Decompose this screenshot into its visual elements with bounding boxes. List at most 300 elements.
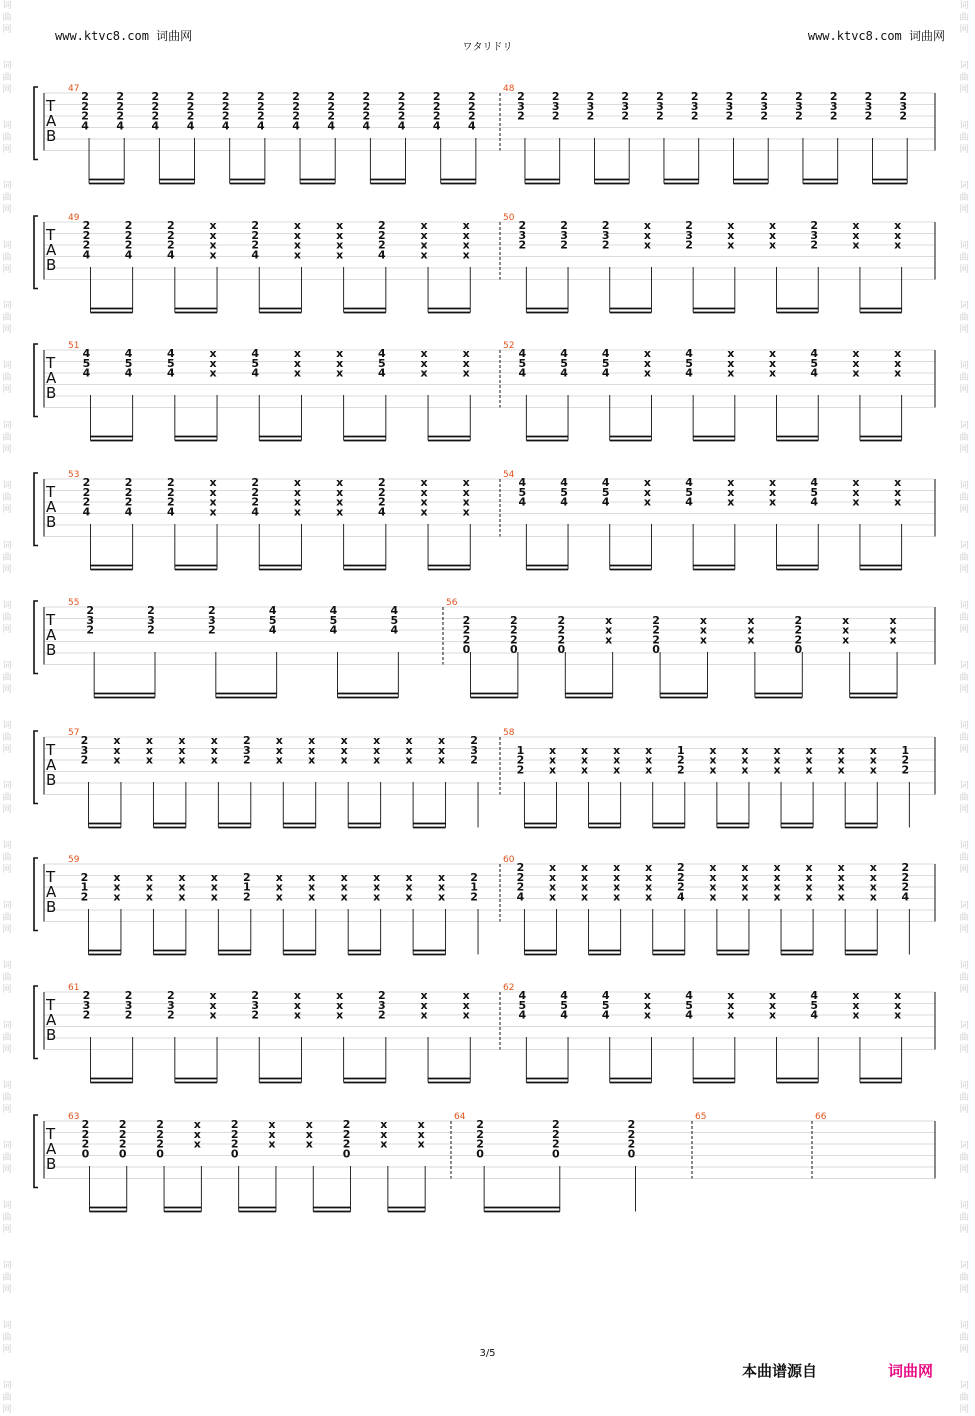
fret-number: 2 [251,228,260,242]
fret-number: 2 [601,238,610,252]
fret-number: x [209,356,217,370]
watermark-text: 词 曲 网 [2,1021,12,1055]
fret-number: 2 [794,613,803,627]
fret-number: 3 [470,743,478,757]
fret-number: 2 [242,870,251,884]
fret-number: x [308,753,316,767]
fret-number: 2 [760,90,769,103]
fret-number: 2 [81,99,89,113]
fret-number: 2 [627,1137,636,1151]
fret-number: x [837,890,845,904]
fret-number: 2 [124,485,133,499]
fret-number: 3 [656,99,664,113]
watermark-text: 词 曲 网 [959,901,969,935]
watermark-text: 词 曲 网 [959,1201,969,1235]
fret-number: x [210,880,218,894]
fret-number: x [773,870,781,884]
tab-clef-letter: B [46,256,57,274]
fret-number: x [373,753,381,767]
watermark-text: 词 曲 网 [2,181,12,215]
tab-clef-letter: B [46,898,57,916]
fret-number: 2 [118,1137,127,1151]
fret-number: 2 [156,1127,164,1141]
fret-number: 4 [560,366,568,380]
fret-number: 2 [560,219,568,232]
fret-number: x [894,219,902,232]
measure-number: 47 [68,84,80,94]
fret-number: 4 [378,366,386,380]
fret-number: 2 [468,90,476,103]
watermark-text: 词 曲 网 [959,601,969,635]
fret-number: 3 [378,998,386,1012]
fret-number: 2 [167,485,175,499]
fret-number: 2 [327,99,336,113]
fret-number: x [889,613,897,627]
fret-number: x [645,763,653,777]
fret-number: 2 [378,476,386,489]
fret-number: x [768,989,777,1002]
watermark-text: 词 曲 网 [2,721,12,755]
fret-number: x [373,880,381,894]
fret-number: x [699,633,708,647]
measure-number: 51 [68,341,80,351]
fret-number: x [869,763,877,777]
fret-number: 3 [518,228,527,242]
fret-number: 2 [124,1008,133,1022]
fret-number: x [193,1118,201,1131]
song-title: ワタリドリ [462,42,513,53]
fret-number: 2 [167,1008,175,1022]
watermark-text: 词 曲 网 [2,1321,12,1355]
measure-number: 48 [503,84,515,94]
fret-number: 2 [829,109,838,123]
fret-number: 2 [627,1127,636,1141]
fret-number: 2 [621,109,630,123]
fret-number: 2 [432,109,441,123]
fret-number: x [373,734,381,747]
watermark-text: 词 曲 网 [2,841,12,875]
fret-number: x [113,880,121,894]
fret-number: x [420,219,428,232]
fret-number: 5 [560,356,568,370]
fret-number: 5 [685,998,693,1012]
fret-number: 2 [118,1127,127,1141]
fret-number: x [340,753,348,767]
fret-number: x [462,485,470,499]
fret-number: 2 [510,623,518,637]
fret-number: x [643,347,651,360]
fret-number: 4 [82,347,91,360]
fret-number: 2 [378,1008,386,1022]
fret-number: 2 [80,753,89,767]
measure-number: 59 [68,855,80,865]
fret-number: 2 [147,604,155,617]
fret-number: x [420,228,428,242]
fret-number: x [805,890,813,904]
fret-number: 2 [794,633,803,647]
fret-number: 3 [517,99,525,113]
fret-number: x [193,1127,201,1141]
fret-number: x [420,485,428,499]
watermark-text: 词 曲 网 [959,1321,969,1355]
fret-number: x [837,880,845,894]
fret-number: x [768,366,777,380]
fret-number: x [727,238,735,252]
fret-number: 4 [329,623,338,637]
fret-number: 2 [476,1118,484,1131]
fret-number: 4 [518,347,527,360]
fret-number: 5 [378,356,386,370]
measure-number: 54 [503,470,515,480]
fret-number: 4 [468,119,476,133]
fret-number: 2 [257,99,265,113]
tab-clef-letter: B [46,641,57,659]
fret-number: x [805,743,813,757]
fret-number: 2 [901,880,910,894]
fret-number: x [852,998,860,1012]
fret-number: 2 [690,90,699,103]
fret-number: x [747,613,755,627]
fret-number: 2 [901,753,910,767]
watermark-text: 词 曲 网 [959,961,969,995]
fret-number: 4 [251,347,260,360]
fret-number: x [842,613,850,627]
fret-number: 2 [118,1118,127,1131]
fret-number: 2 [551,1118,560,1131]
fret-number: 2 [899,109,908,123]
fret-number: 2 [652,623,660,637]
fret-number: x [113,734,121,747]
fret-number: x [209,485,217,499]
system-bracket [34,216,38,289]
tab-clef-letter: A [46,112,57,130]
fret-number: x [340,743,348,757]
fret-number: x [727,1008,735,1022]
fret-number: 4 [432,119,441,133]
fret-number: 2 [685,219,693,232]
fret-number: 3 [147,613,155,627]
fret-number: x [210,890,218,904]
fret-number: 2 [725,109,734,123]
watermark-text: 词 曲 网 [959,121,969,155]
fret-number: 2 [899,90,908,103]
fret-number: 2 [151,109,160,123]
fret-number: x [417,1127,425,1141]
fret-number: x [852,219,860,232]
fret-number: 2 [551,109,560,123]
fret-number: x [462,495,470,509]
fret-number: 3 [690,99,699,113]
fret-number: 2 [586,109,595,123]
fret-number: 2 [151,99,160,113]
fret-number: x [643,989,651,1002]
tab-clef-letter: B [46,513,57,531]
tab-clef-letter: T [46,354,56,372]
fret-number: x [336,347,344,360]
fret-number: x [462,238,470,252]
fret-number: x [462,505,470,519]
fret-number: x [709,763,717,777]
system-bracket [34,858,38,931]
fret-number: 2 [690,109,699,123]
fret-number: x [852,1008,860,1022]
fret-number: x [293,1008,301,1022]
fret-number: 4 [560,476,568,489]
measure-number: 60 [503,855,515,865]
fret-number: x [293,476,301,489]
fret-number: 4 [292,119,300,133]
fret-number: x [643,476,651,489]
fret-number: 2 [518,238,527,252]
measure-number: 62 [503,983,515,993]
tab-clef-letter: B [46,384,57,402]
fret-number: 1 [901,743,910,757]
fret-number: 5 [810,356,819,370]
fret-number: 3 [899,99,908,113]
fret-number: 4 [685,347,693,360]
fret-number: 2 [864,109,873,123]
fret-number: x [894,485,902,499]
fret-number: 4 [124,366,133,380]
fret-number: 4 [378,347,386,360]
fret-number: x [852,495,860,509]
fret-number: 4 [251,366,260,380]
fret-number: 4 [516,890,525,904]
fret-number: x [894,495,902,509]
fret-number: 2 [586,90,595,103]
fret-number: x [768,347,777,360]
fret-number: 4 [560,495,568,509]
fret-number: 5 [251,356,260,370]
fret-number: x [548,753,557,767]
fret-number: 4 [81,119,89,133]
fret-number: x [336,485,344,499]
fret-number: 0 [627,1147,636,1161]
fret-number: x [293,366,301,380]
fret-number: x [709,890,717,904]
fret-number: x [462,356,470,370]
fret-number: 2 [82,238,91,252]
fret-number: 2 [292,109,300,123]
fret-number: 2 [516,763,525,777]
fret-number: x [380,1127,388,1141]
fret-number: 2 [378,228,386,242]
fret-number: 2 [147,623,155,637]
fret-number: 2 [208,623,216,637]
tab-clef-letter: T [46,996,56,1014]
fret-number: 2 [81,109,89,123]
fret-number: 4 [901,890,910,904]
fret-number: x [613,880,621,894]
fret-number: 5 [124,356,133,370]
fret-number: x [462,347,470,360]
fret-number: 4 [560,1008,568,1022]
fret-number: x [643,356,651,370]
fret-number: x [210,753,218,767]
fret-number: 4 [601,495,610,509]
fret-number: x [894,238,902,252]
watermark-text: 词 曲 网 [2,241,12,275]
fret-number: x [462,219,470,232]
fret-number: 2 [86,623,94,637]
fret-number: 2 [601,219,610,232]
fret-number: 2 [242,753,251,767]
fret-number: 4 [390,623,399,637]
fret-number: x [405,734,413,747]
fret-number: 2 [124,228,133,242]
fret-number: x [894,228,902,242]
fret-number: x [420,989,428,1002]
fret-number: 2 [901,763,910,777]
fret-number: 2 [378,989,386,1002]
fret-number: 2 [82,1008,91,1022]
fret-number: 3 [82,998,91,1012]
fret-number: 2 [292,90,300,103]
fret-number: x [438,743,446,757]
fret-number: x [645,870,653,884]
fret-number: x [842,623,850,637]
fret-number: 2 [470,890,478,904]
fret-number: 5 [329,613,338,627]
fret-number: x [178,880,186,894]
fret-number: 4 [327,119,336,133]
fret-number: x [380,1137,388,1151]
fret-number: x [643,998,651,1012]
fret-number: 4 [676,890,685,904]
fret-number: 3 [167,998,175,1012]
fret-number: 2 [829,90,838,103]
watermark-text: 词 曲 网 [2,481,12,515]
fret-number: x [462,248,470,262]
fret-number: 4 [151,119,160,133]
fret-number: 3 [80,743,89,757]
fret-number: x [275,743,283,757]
fret-number: 3 [251,998,260,1012]
fret-number: x [420,238,428,252]
fret-number: 2 [81,90,89,103]
fret-number: x [727,476,735,489]
fret-number: 2 [230,1118,239,1131]
fret-number: x [405,880,413,894]
fret-number: 1 [676,743,685,757]
fret-number: 2 [124,219,133,232]
fret-number: 2 [676,861,685,874]
fret-number: x [727,366,735,380]
watermark-text: 词 曲 网 [959,1261,969,1295]
fret-number: x [373,743,381,757]
fret-number: x [308,743,316,757]
measure-number: 58 [503,728,515,738]
fret-number: x [405,870,413,884]
fret-number: 4 [167,505,175,519]
fret-number: x [805,870,813,884]
fret-number: x [773,880,781,894]
fret-number: x [709,870,717,884]
fret-number: 2 [362,90,371,103]
fret-number: 2 [462,623,471,637]
watermark-text: 词 曲 网 [2,781,12,815]
fret-number: x [613,743,621,757]
fret-number: x [462,366,470,380]
measure-number: 52 [503,341,515,351]
watermark-text: 词 曲 网 [959,1081,969,1115]
fret-number: 2 [476,1127,484,1141]
fret-number: x [613,763,621,777]
fret-number: x [581,870,589,884]
fret-number: x [894,998,902,1012]
fret-number: x [145,870,153,884]
fret-number: 2 [378,495,386,509]
fret-number: 2 [468,109,476,123]
watermark-text: 词 曲 网 [959,301,969,335]
fret-number: x [420,505,428,519]
fret-number: x [308,880,316,894]
watermark-text: 词 曲 网 [2,421,12,455]
watermark-text: 词 曲 网 [2,1,12,35]
fret-number: x [462,476,470,489]
fret-number: x [645,880,653,894]
tab-clef-letter: B [46,771,57,789]
fret-number: 3 [601,228,610,242]
fret-number: 2 [251,989,260,1002]
fret-number: 2 [251,219,260,232]
fret-number: 3 [242,743,251,757]
fret-number: 2 [652,633,660,647]
fret-number: 2 [810,238,819,252]
fret-number: x [699,613,708,627]
fret-number: x [747,623,755,637]
fret-number: x [336,505,344,519]
fret-number: 2 [82,495,91,509]
tab-clef-letter: A [46,1140,57,1158]
fret-number: 2 [476,1137,484,1151]
system-bracket [34,473,38,546]
fret-number: 2 [378,238,386,252]
fret-number: 2 [342,1127,351,1141]
fret-number: 1 [516,743,525,757]
fret-number: x [420,476,428,489]
watermark-text: 词 曲 网 [959,781,969,815]
tab-clef-letter: T [46,741,56,759]
measure-number: 66 [815,1112,827,1122]
fret-number: 2 [795,109,803,123]
fret-number: 2 [621,90,630,103]
fret-number: x [293,228,301,242]
fret-number: x [805,753,813,767]
fret-number: x [727,485,735,499]
fret-number: 4 [378,505,386,519]
fret-number: x [340,880,348,894]
fret-number: x [209,505,217,519]
fret-number: x [209,1008,217,1022]
fret-number: 2 [901,861,910,874]
fret-number: x [805,763,813,777]
fret-number: x [869,870,877,884]
fret-number: 4 [601,1008,610,1022]
fret-number: x [773,861,781,874]
fret-number: 2 [80,734,89,747]
fret-number: x [643,485,651,499]
fret-number: x [336,998,344,1012]
watermark-text: 词 曲 网 [959,1381,969,1415]
watermark-text: 词 曲 网 [959,661,969,695]
system-bracket [34,986,38,1059]
fret-number: x [275,870,283,884]
fret-number: x [768,238,777,252]
fret-number: 3 [86,613,94,627]
fret-number: 0 [557,643,566,657]
fret-number: 4 [518,1008,527,1022]
